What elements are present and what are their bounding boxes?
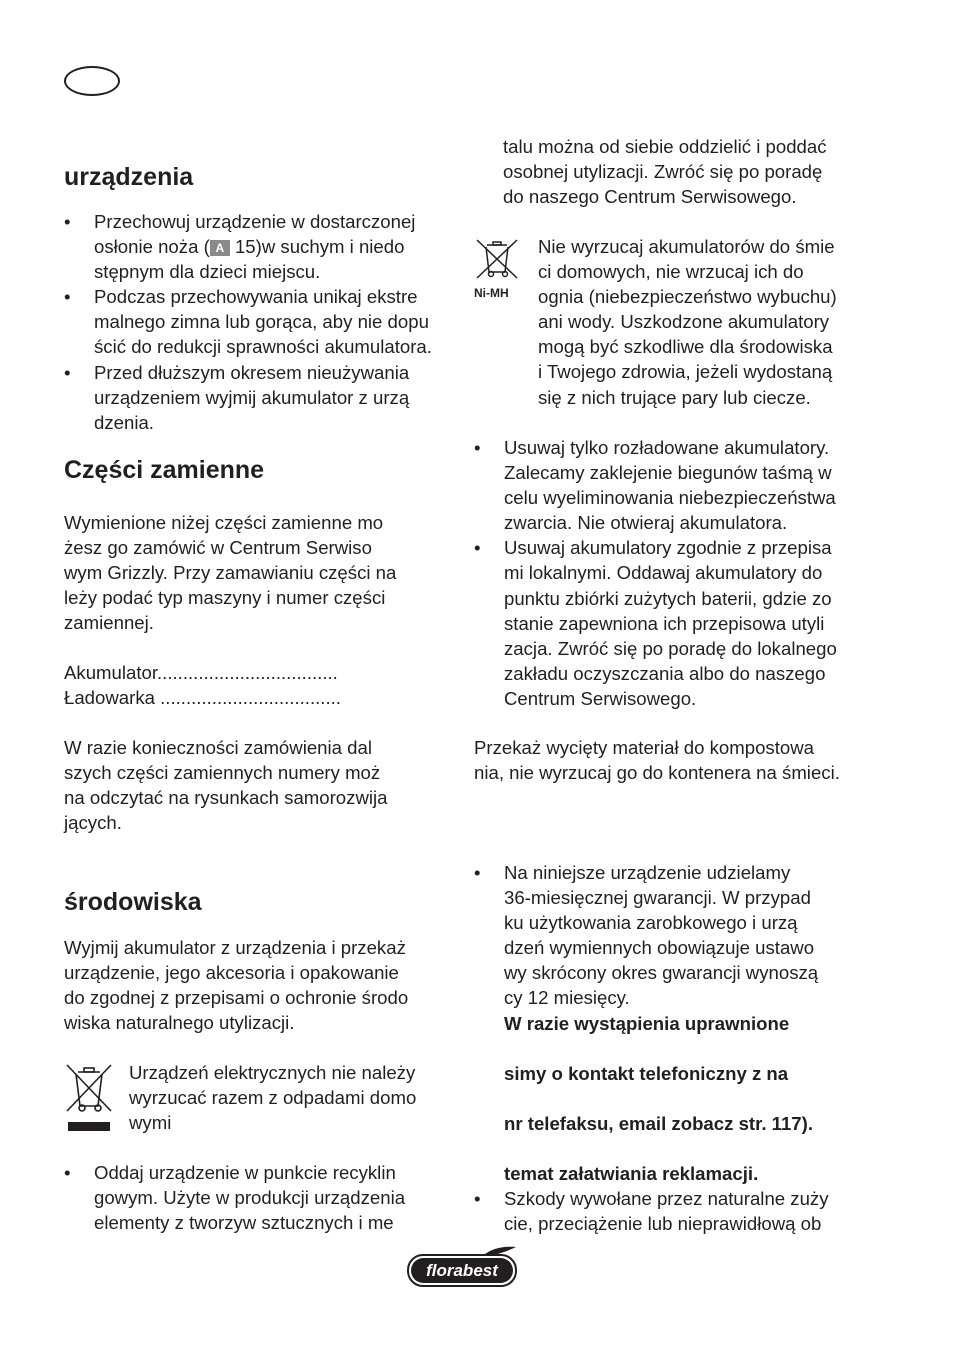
bullet-dot: • bbox=[64, 1162, 71, 1183]
list-item bbox=[474, 860, 864, 1186]
text-line: Centrum Serwisowego. bbox=[504, 687, 697, 709]
text-line: Przekaż wycięty materiał do kompostowa bbox=[474, 737, 814, 758]
text-line: W razie wystąpienia uprawnione bbox=[504, 1012, 790, 1034]
text-line: wy skrócony okres gwarancji wynoszą bbox=[504, 962, 819, 984]
nimh-label: Ni-MH bbox=[474, 286, 509, 300]
text-line: wiska naturalnego utylizacji. bbox=[64, 1012, 295, 1034]
recycle-continuation bbox=[503, 134, 827, 209]
text-line: nr telefaksu, email zobacz str. 117). bbox=[504, 1112, 814, 1134]
text-line: ognia (niebezpieczeństwo wybuchu) bbox=[538, 286, 837, 308]
text-line bbox=[504, 1036, 864, 1061]
part-charger: Ładowarka ................................... bbox=[64, 687, 341, 709]
battery-crossed-bin-icon bbox=[474, 238, 520, 282]
list-item bbox=[64, 209, 444, 284]
text-fragment: 15)w suchym i niedo bbox=[229, 236, 405, 258]
text-line: dzeń wymiennych obowiązuje ustawo bbox=[504, 937, 815, 959]
compost-paragraph bbox=[474, 735, 864, 785]
text-line: urządzenie, jego akcesoria i opakowanie bbox=[64, 962, 399, 984]
text-line: wym Grizzly. Przy zamawianiu części na bbox=[64, 562, 397, 584]
bullet-dot: • bbox=[64, 286, 71, 308]
text-line: simy o kontakt telefoniczny z na bbox=[504, 1062, 789, 1084]
text-line: urządzeniem wyjmij akumulator z urzą bbox=[94, 386, 410, 408]
text-fragment: osłonie noża ( bbox=[94, 236, 210, 258]
list-item bbox=[474, 435, 864, 535]
text-line: leży podać typ maszyny i numer części bbox=[64, 587, 386, 609]
text-line: Urządzeń elektrycznych nie należy bbox=[129, 1062, 416, 1083]
text-line: Przechowuj urządzenie w dostarczonej bbox=[94, 211, 416, 232]
text-line: ci domowych, nie wrzucaj ich do bbox=[538, 261, 804, 283]
part-battery: Akumulator................................... bbox=[64, 662, 338, 683]
text-line: do zgodnej z przepisami o ochronie środo bbox=[64, 987, 409, 1009]
text-line: wymi bbox=[129, 1112, 172, 1134]
language-badge bbox=[64, 66, 120, 96]
storage-list bbox=[64, 209, 444, 435]
battery-list bbox=[474, 435, 864, 711]
text-line: na odczytać na rysunkach samorozwija bbox=[64, 787, 388, 809]
text-line: stępnym dla dzieci miejscu. bbox=[94, 261, 321, 283]
list-item bbox=[474, 535, 864, 711]
crossed-bin-icon bbox=[64, 1062, 114, 1134]
text-line: elementy z tworzyw sztucznych i me bbox=[94, 1212, 394, 1234]
bullet-dot: • bbox=[474, 1188, 481, 1210]
list-item bbox=[64, 360, 444, 435]
text-line: i Twojego zdrowia, jeżeli wydostaną bbox=[538, 361, 833, 383]
text-line: Na niniejsze urządzenie udzielamy bbox=[504, 862, 791, 883]
text-line: żesz go zamówić w Centrum Serwiso bbox=[64, 537, 372, 559]
text-line: gowym. Użyte w produkcji urządzenia bbox=[94, 1187, 406, 1209]
text-line: Usuwaj tylko rozładowane akumulatory. bbox=[504, 437, 830, 458]
text-line: Zalecamy zaklejenie biegunów taśmą w bbox=[504, 462, 832, 484]
text-line: do naszego Centrum Serwisowego. bbox=[503, 186, 797, 208]
text-line: ani wody. Uszkodzone akumulatory bbox=[538, 311, 830, 333]
text-line: W razie konieczności zamówienia dal bbox=[64, 737, 372, 758]
figure-a-icon: A bbox=[210, 240, 230, 256]
text-line: Wyjmij akumulator z urządzenia i przekaż bbox=[64, 937, 406, 958]
warranty-list bbox=[474, 860, 864, 1236]
text-line: zwarcia. Nie otwieraj akumulatora. bbox=[504, 512, 788, 534]
text-line: ku użytkowania zarobkowego i urzą bbox=[504, 912, 798, 934]
text-line: Usuwaj akumulatory zgodnie z przepisa bbox=[504, 537, 832, 559]
weee-text bbox=[129, 1060, 416, 1135]
heading-environment: środowiska bbox=[64, 888, 202, 916]
text-line: temat załatwiania reklamacji. bbox=[504, 1163, 759, 1185]
text-line: ścić do redukcji sprawności akumulatora. bbox=[94, 336, 432, 358]
text-line: Wymienione niżej części zamienne mo bbox=[64, 512, 384, 533]
text-line: się z nich trujące pary lub ciecze. bbox=[538, 386, 811, 408]
text-line: Szkody wywołane przez naturalne zuży bbox=[504, 1188, 829, 1210]
florabest-logo bbox=[406, 1246, 518, 1288]
text-line: nia, nie wyrzucaj go do kontenera na śmieci. bbox=[474, 762, 840, 784]
parts-paragraph bbox=[64, 510, 444, 635]
bullet-dot: • bbox=[474, 862, 481, 883]
list-item bbox=[64, 1160, 474, 1235]
text-line: zamiennej. bbox=[64, 612, 154, 634]
text-line: 36-miesięcznej gwarancji. W przypad bbox=[504, 887, 811, 909]
text-line: Nie wyrzucaj akumulatorów do śmie bbox=[538, 236, 835, 257]
text-line: dzenia. bbox=[94, 411, 154, 433]
text-line: talu można od siebie oddzielić i poddać bbox=[503, 136, 827, 157]
text-line bbox=[504, 1086, 864, 1111]
text-line: stanie zapewniona ich przepisowa utyli bbox=[504, 612, 825, 634]
text-line bbox=[94, 234, 444, 259]
parts-list bbox=[64, 660, 444, 710]
text-line: jących. bbox=[64, 812, 122, 834]
text-line: cy 12 miesięcy. bbox=[504, 987, 630, 1009]
list-item bbox=[474, 1186, 864, 1236]
list-item bbox=[64, 284, 444, 359]
text-line: mi lokalnymi. Oddawaj akumulatory do bbox=[504, 562, 823, 584]
bullet-dot: • bbox=[64, 361, 71, 383]
battery-warning bbox=[538, 234, 837, 410]
text-line: Przed dłuższym okresem nieużywania bbox=[94, 361, 410, 383]
bullet-dot: • bbox=[64, 211, 71, 232]
text-line: osobnej utylizacji. Zwróć się po poradę bbox=[503, 161, 823, 183]
bullet-dot: • bbox=[474, 537, 481, 559]
text-line: celu wyeliminowania niebezpieczeństwa bbox=[504, 487, 836, 509]
text-line: Oddaj urządzenie w punkcie recyklin bbox=[94, 1162, 396, 1183]
text-line: malnego zimna lub gorąca, aby nie dopu bbox=[94, 311, 429, 333]
text-line: zacja. Zwróć się po poradę do lokalnego bbox=[504, 637, 837, 659]
parts-paragraph-2 bbox=[64, 735, 444, 835]
text-line bbox=[504, 1136, 864, 1161]
text-line: mogą być szkodliwe dla środowiska bbox=[538, 336, 833, 358]
text-line: Podczas przechowywania unikaj ekstre bbox=[94, 286, 418, 308]
text-line: punktu zbiórki zużytych baterii, gdzie zo bbox=[504, 587, 832, 609]
logo-text: florabest bbox=[426, 1261, 498, 1280]
text-line: cie, przeciążenie lub nieprawidłową ob bbox=[504, 1213, 822, 1235]
env-paragraph bbox=[64, 935, 444, 1035]
text-line: wyrzucać razem z odpadami domo bbox=[129, 1087, 417, 1109]
text-line: zakładu oczyszczania albo do naszego bbox=[504, 662, 826, 684]
heading-storage: urządzenia bbox=[64, 163, 194, 191]
heading-spare-parts: Części zamienne bbox=[64, 456, 265, 484]
bullet-dot: • bbox=[474, 437, 481, 458]
text-line: szych części zamiennych numery moż bbox=[64, 762, 381, 784]
